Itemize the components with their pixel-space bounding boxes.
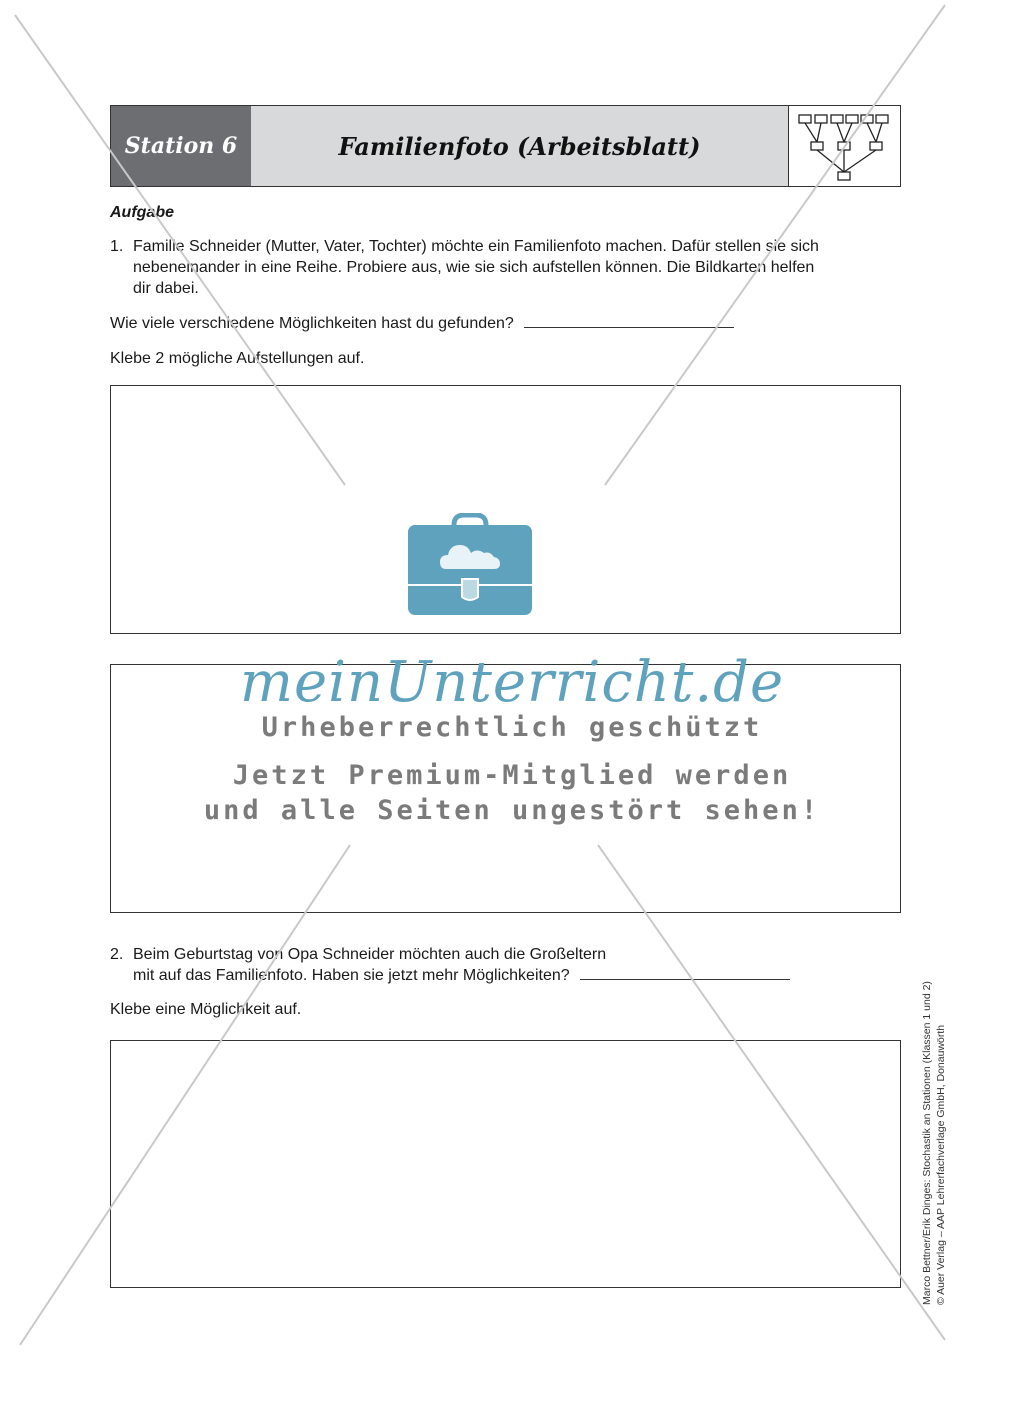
task1-question-row (110, 313, 734, 334)
task2-number: 2. (110, 946, 124, 963)
answer-line-2[interactable] (580, 965, 790, 980)
task1-instruction: Klebe 2 mögliche Aufstellungen auf. (110, 350, 365, 367)
credit-line1: Marco Bettner/Erik Dinges: Stochastik an Stationen (Klassen 1 und 2) (921, 981, 933, 1305)
watermark-cta-line2: und alle Seiten ungestört sehen! (203, 795, 821, 826)
credit-line2: © Auer Verlag – AAP Lehrerfachverlage GmbH, Donauwörth (935, 1024, 947, 1305)
task2-text (133, 944, 893, 986)
task1-number: 1. (110, 238, 124, 255)
watermark-cta-line1: Jetzt Premium-Mitglied werden (232, 760, 792, 791)
task2-line2: mit auf das Familienfoto. Haben sie jetzt mehr Möglichkeiten? (133, 967, 570, 984)
task1-text (133, 236, 903, 299)
task-heading: Aufgabe (110, 204, 174, 221)
task2-line1: Beim Geburtstag von Opa Schneider möchten auch die Großeltern (133, 946, 607, 963)
station-label: Station 6 (111, 106, 252, 186)
briefcase-cloud-icon (404, 513, 536, 617)
task1-line1: Familie Schneider (Mutter, Vater, Tochter) möchte ein Familienfoto machen. Dafür stellen sie sich (133, 238, 819, 255)
family-tree-icon (788, 106, 900, 186)
worksheet-header (110, 105, 901, 187)
task2-line2-row (133, 965, 893, 986)
paste-box-3[interactable] (110, 1040, 901, 1288)
copyright-credit (920, 981, 948, 1305)
worksheet-title: Familienfoto (Arbeitsblatt) (251, 106, 789, 186)
task1-line2: nebeneinander in eine Reihe. Probiere aus, wie sie sich aufstellen können. Die Bildkarten helfen (133, 259, 815, 276)
watermark-brand: meinUnterricht.de (239, 650, 785, 715)
task1-line3: dir dabei. (133, 280, 199, 297)
watermark-copyright: Urheberrechtlich geschützt (261, 712, 763, 743)
task1-question: Wie viele verschiedene Möglichkeiten hast du gefunden? (110, 315, 514, 332)
answer-line-1[interactable] (524, 313, 734, 328)
task2-instruction: Klebe eine Möglichkeit auf. (110, 1001, 302, 1018)
